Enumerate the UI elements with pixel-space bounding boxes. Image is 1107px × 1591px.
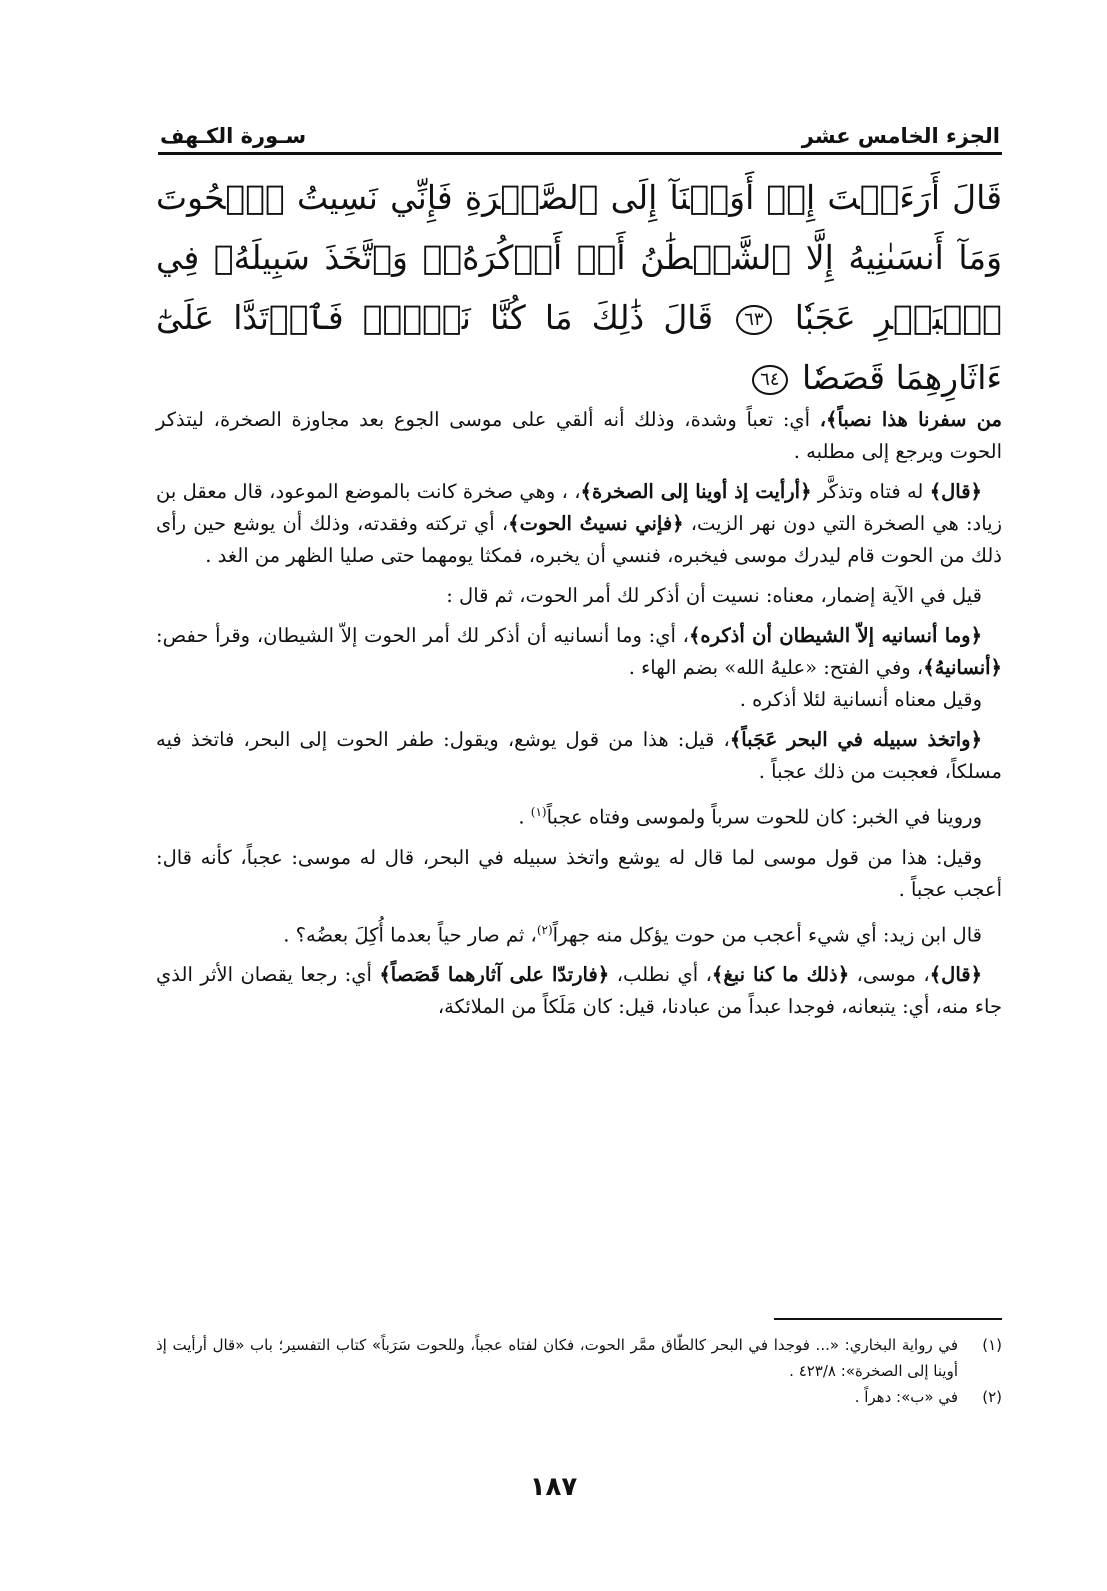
running-header (160, 108, 1000, 148)
paragraph: وقيل: هذا من قول موسى لما قال له يوشع واتخذ سبيله في البحر، قال له موسى: عجباً، كأنه قال: أعجب عجباً . (156, 845, 1002, 901)
paragraph (156, 404, 1002, 468)
paragraph (156, 724, 1002, 788)
quoted-phrase: ﴿أرأيت إذ أوينا إلى الصخرة﴾ (580, 480, 812, 503)
paragraph-text: أي: تعباً وشدة، وذلك أنه ألقي على موسى الجوع بعد مجاوزة الصخرة، ليتذكر الحوت ويرجع إلى مطلبه . (156, 408, 1002, 463)
paragraph-text: ، أي تركته وفقدته، وذلك أن يوشع حين رأى ذلك من الحوت قام ليدرك موسى فيخبره، فنسي أن يخبره، فمكثا يومهما حتى صليا الظهر من الغد . (156, 512, 1002, 567)
footnote (156, 1384, 1002, 1410)
footnote-text: في «ب»: دهراً . (854, 1388, 958, 1406)
quoted-phrase: ﴿واتخذ سبيله في البحر عَجَباً﴾ (729, 728, 982, 751)
part-title: الجزء الخامس عشر (801, 124, 1000, 148)
paragraph-text: . (518, 805, 531, 829)
quoted-phrase: من سفرنا هذا نصباً﴾، (819, 408, 1002, 431)
paragraph-text: أي: رجعا يقصان الأثر الذي جاء منه، أي: يتبعانه، فوجدا عبداً من عبادنا، قيل: كان مَلَكاً من الملائكة، (156, 963, 1002, 1018)
paragraph-text: ، قيل: هذا من قول يوشع، ويقول: طفر الحوت إلى البحر، فاتخذ فيه مسلكاً، فعجبت من ذلك عجباً . (156, 728, 1002, 783)
footnote-ref: (١) (530, 805, 547, 819)
verse-line-1: قَالَ أَرَءَيۡتَ إِذۡ أَوَيۡنَآ إِلَى ٱلصَّخۡرَةِ فَإِنِّي نَسِيتُ ٱلۡحُوتَ وَمَآ أَنسَىٰنِيهُ إِلَّا ٱلشَّيۡطَٰنُ أَنۡ (156, 178, 1002, 277)
quoted-phrase: ﴿وما أنسانيه إلاّ الشيطان أن أذكره﴾ (688, 624, 982, 647)
surah-title: سـورة الكـهف (160, 124, 307, 148)
paragraph-text: ، أي نطلب، (609, 963, 712, 986)
ayah-number-marker: ٦٣ (736, 305, 771, 335)
paragraph (156, 476, 1002, 572)
paragraph-text: ، ، وهي صخرة كانت بالموضع الموعود، قال معقل بن زياد: هي الصخرة التي دون نهر الزيت، (156, 480, 1002, 535)
footnotes (156, 1332, 1002, 1410)
commentary-text (156, 404, 1002, 1031)
paragraph-text: له فتاه وتذكَّر (811, 480, 930, 503)
paragraph (156, 959, 1002, 1023)
paragraph-text: ، ثم صار حياً بعدما أُكِلَ بعضُه؟ . (283, 923, 537, 946)
quoted-phrase: ﴿أنسانيهُ﴾ (923, 656, 1002, 679)
quoted-phrase: ﴿قال﴾ (929, 480, 982, 503)
paragraph-text: ، موسى، (849, 963, 930, 986)
footnote-ref: (٢) (536, 922, 553, 937)
page-number: ١٨٧ (529, 1472, 578, 1502)
paragraph (156, 620, 1002, 684)
ayah-number-marker: ٦٤ (752, 365, 787, 395)
footnote-rule (774, 1318, 1002, 1320)
verse-line-2b: قَالَ ذَٰلِكَ مَا كُنَّا نَبۡغِۚ فَٱرۡتَدَّا عَلَىٰٓ ءَاثَارِهِمَا (156, 298, 1002, 397)
quoted-phrase: ﴿ذلك ما كنا نبغ﴾ (711, 963, 850, 986)
paragraph-text: ، وفي الفتح: «عليهُ الله» بضم الهاء . (628, 656, 924, 679)
paragraph (156, 796, 1002, 834)
verse-line-2: أَذۡكُرَهُۥۚ وَٱتَّخَذَ سَبِيلَهُۥ فِي ٱلۡبَحۡرِ عَجَبٗا (156, 238, 1002, 337)
paragraph: قيل في الآية إضمار، معناه: نسيت أن أذكر لك أمر الحوت، ثم قال : (446, 584, 982, 607)
quoted-phrase: ﴿قال﴾ (929, 963, 983, 986)
paragraph: وقيل معناه أنسانية لئلا أذكره . (739, 688, 982, 711)
paragraph-text: ، أي: وما أنسانيه أن أذكر لك أمر الحوت إلاّ الشيطان، وقرأ حفص: (156, 624, 689, 647)
footnote-number: (١) (982, 1336, 1002, 1354)
footnote-text: في رواية البخاري: «... فوجدا في البحر كالطّاق ممَّر الحوت، فكان لفتاه عجباً، وللحوت سَرَباً» كتاب التفسير؛ باب «قال أرأيت إذ أوينا إلى الصخرة»: ٤٢٣/٨ . (156, 1336, 958, 1380)
header-rule (158, 152, 1002, 155)
quran-verse-block (156, 168, 1002, 408)
paragraph-text: وروينا في الخبر: كان للحوت سرباً ولموسى وفتاه عجباً (546, 805, 982, 829)
footnote-number: (٢) (982, 1388, 1002, 1406)
quoted-phrase: ﴿فإني نسيتُ الحوت﴾ (508, 512, 684, 535)
verse-line-3: قَصَصٗا (802, 358, 886, 397)
paragraph (156, 914, 1002, 952)
paragraph-text: قال ابن زيد: أي شيء أعجب من حوت يؤكل منه جهراً (552, 923, 982, 946)
quoted-phrase: ﴿فارتدّا على آثارهما قَصَصاً﴾ (379, 963, 610, 986)
footnote (156, 1332, 1002, 1384)
